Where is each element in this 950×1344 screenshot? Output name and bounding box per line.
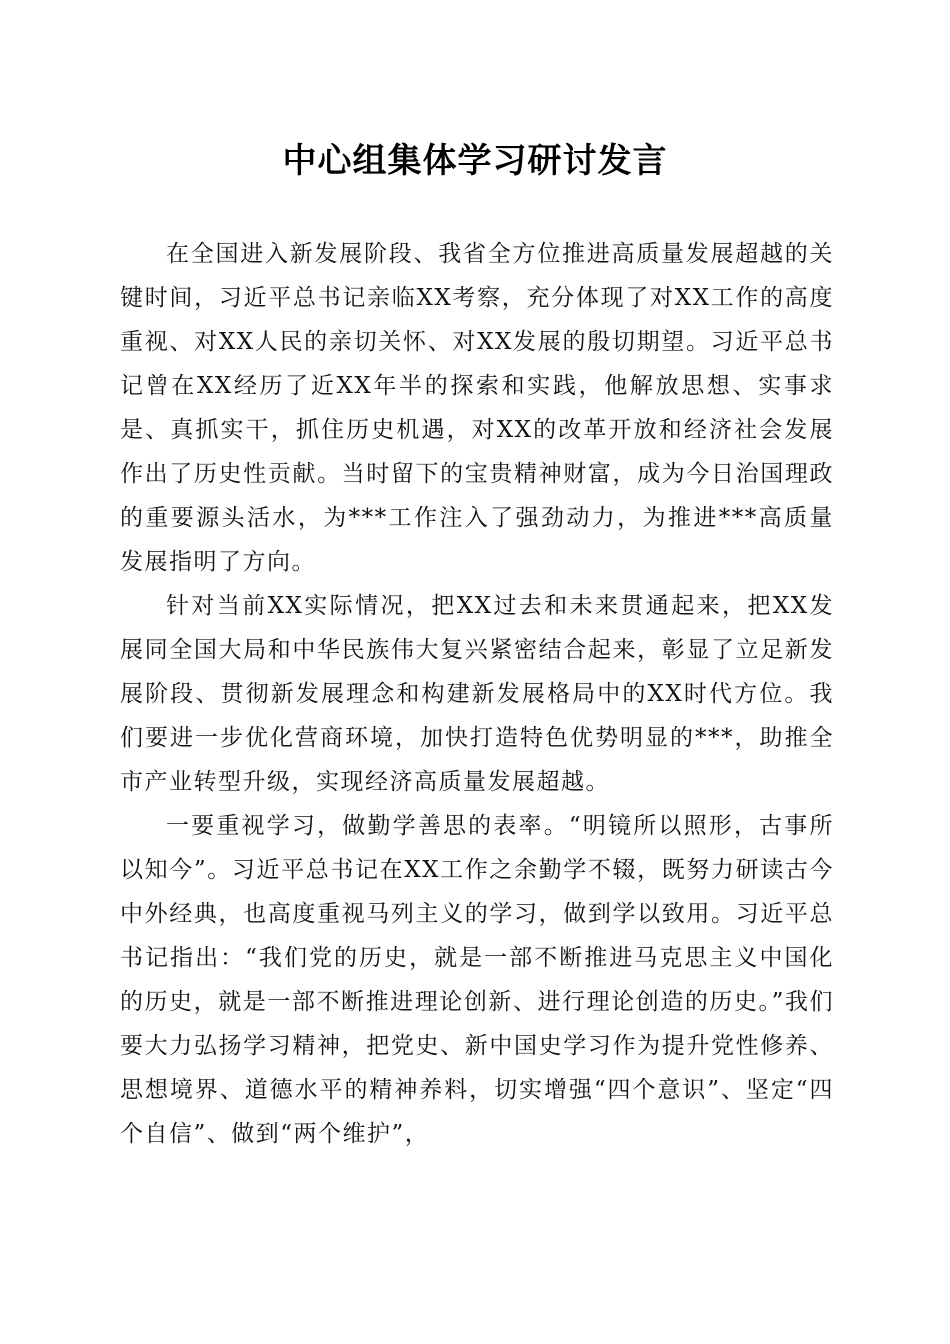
- paragraph-1: 在全国进入新发展阶段、我省全方位推进高质量发展超越的关键时间，习近平总书记亲临XX考察，充分体现了对XX工作的高度重视、对XX人民的亲切关怀、对XX发展的殷切期望。习近平总书记曾在XX经历了近XX年半的探索和实践，他解放思想、实事求是、真抓实干，抓住历史机遇，对XX的改革开放和经济社会发展作出了历史性贡献。当时留下的宝贵精神财富，成为今日治国理政的重要源头活水，为***工作注入了强劲动力，为推进***高质量发展指明了方向。: [120, 241, 834, 575]
- document-body: [120, 232, 834, 1156]
- document-title: 中心组集体学习研讨发言: [282, 141, 668, 181]
- paragraph-3: 一要重视学习，做勤学善思的表率。“明镜所以照形，古事所以知今”。习近平总书记在XX工作之余勤学不辍，既努力研读古今中外经典，也高度重视马列主义的学习，做到学以致用。习近平总书记指出：“我们党的历史，就是一部不断推进马克思主义中国化的历史，就是一部不断推进理论创新、进行理论创造的历史。”我们要大力弘扬学习精神，把党史、新中国史学习作为提升党性修养、思想境界、道德水平的精神养料，切实增强“四个意识”、坚定“四个自信”、做到“两个维护”，: [120, 813, 834, 1147]
- paragraph-2: 针对当前XX实际情况，把XX过去和未来贯通起来，把XX发展同全国大局和中华民族伟大复兴紧密结合起来，彰显了立足新发展阶段、贯彻新发展理念和构建新发展格局中的XX时代方位。我们要进一步优化营商环境，加快打造特色优势明显的***，助推全市产业转型升级，实现经济高质量发展超越。: [120, 593, 834, 795]
